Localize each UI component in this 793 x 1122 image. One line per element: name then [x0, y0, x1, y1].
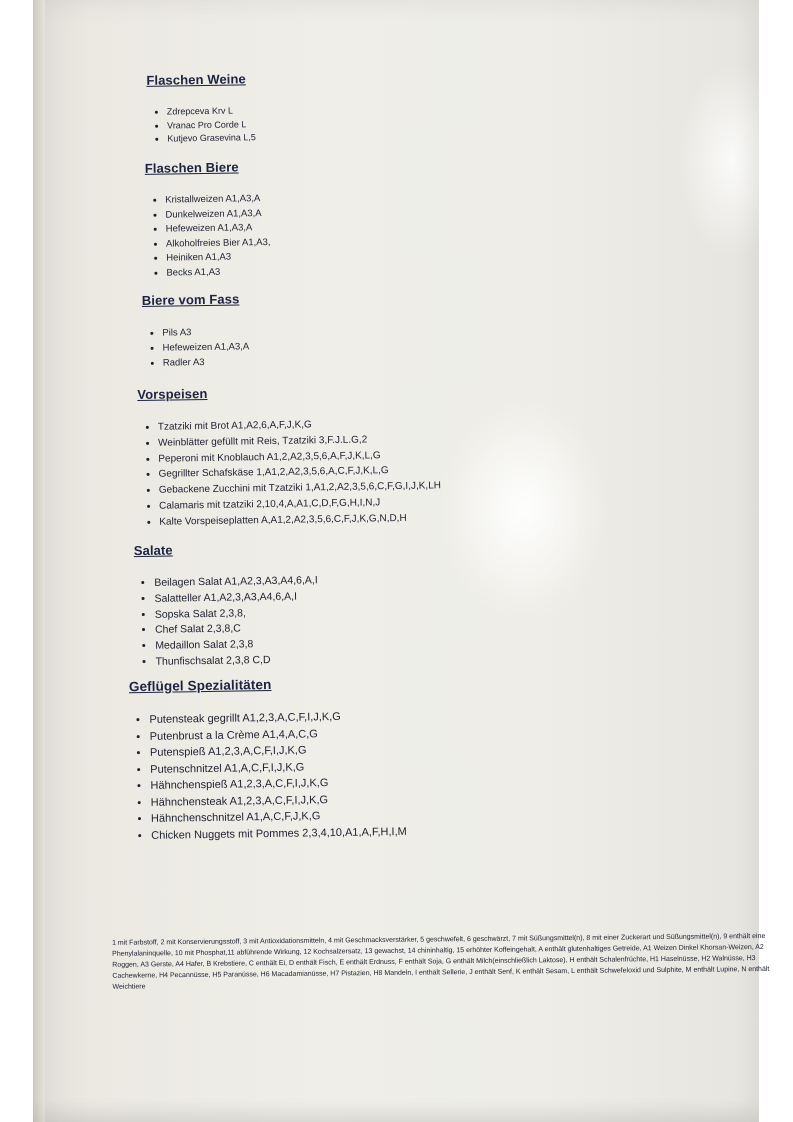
section-title-vorspeisen: Vorspeisen: [137, 385, 208, 403]
list-item: • Heiniken A1,A3: [166, 250, 271, 266]
list-item: • Chef Salat 2,3,8,C: [155, 621, 319, 639]
item-list-weine: [147, 104, 256, 146]
page-bottom-shadow: [33, 1100, 759, 1122]
list-item: • Thunfischsalat 2,3,8 C,D: [155, 652, 319, 670]
list-item: • Radler A3: [163, 354, 250, 370]
item-list-vorspeisen: [138, 415, 442, 530]
list-item: • Weinblätter gefüllt mit Reis, Tzatziki 3,F.J.L.G,2: [158, 431, 440, 451]
list-item: • Kalte Vorspeiseplatten A,A1,2,A2,3,5,6,C,F,J,K,G,N,D,H: [159, 510, 441, 530]
list-item: • Putenschnitzel A1,A,C,F,I,J,K,G: [150, 757, 406, 778]
item-list-fass: [142, 324, 249, 371]
list-item: • Putenbrust a la Crème A1,4,A,C,G: [150, 724, 406, 745]
list-item: • Hähnchenschnitzel A1,A,C,F,J,K,G: [151, 807, 407, 828]
section-title-gefluegel: Geflügel Spezialitäten: [128, 676, 272, 695]
list-item: • Putensteak gegrillt A1,2,3,A,C,F,I,J,K,G: [149, 708, 405, 729]
list-item: • Peperoni mit Knoblauch A1,2,A2,3,5,6,A,F,J,K,L,G: [158, 447, 440, 467]
section-flaschen-weine: [146, 71, 256, 146]
section-gefluegel-spezialitaeten: [129, 675, 407, 844]
section-vorspeisen: [137, 382, 441, 530]
list-item: • Beilagen Salat A1,A2,3,A3,A4,6,A,I: [154, 573, 318, 591]
menu-content: [25, 0, 769, 1122]
list-item: • Salatteller A1,A2,3,A3,A4,6,A,I: [154, 589, 318, 607]
list-item: • Gegrillter Schafskäse 1,A1,2,A2,3,5,6,A,C,F,J,K,L,G: [158, 463, 440, 483]
section-salate: [134, 540, 319, 671]
list-item: • Hähnchensteak A1,2,3,A,C,F,I,J,K,G: [151, 790, 407, 811]
list-item: • Hefeweizen A1,A3,A: [166, 221, 271, 237]
list-item: • Tzatziki mit Brot A1,A2,6,A,F,J,K,G: [158, 415, 440, 435]
section-flaschen-biere: [145, 159, 271, 281]
section-title-weine: Flaschen Weine: [146, 71, 246, 88]
list-item: • Hefeweizen A1,A3,A: [162, 339, 249, 355]
item-list-gefluegel: [129, 708, 407, 844]
list-item: • Kristallweizen A1,A3,A: [165, 192, 270, 208]
list-item: • Gebackene Zucchini mit Tzatziki 1,A1,2,A2,3,5,6,C,F,G,I,J,K,LH: [159, 478, 441, 498]
list-item: • Chicken Nuggets mit Pommes 2,3,4,10,A1,A,F,H,I,M: [151, 823, 407, 844]
list-item: • Pils A3: [162, 324, 249, 340]
list-item: • Alkoholfreies Bier A1,A3,: [166, 235, 271, 251]
list-item: • Putenspieß A1,2,3,A,C,F,I,J,K,G: [150, 741, 406, 762]
section-biere-vom-fass: [142, 291, 250, 371]
section-title-fass: Biere vom Fass: [141, 291, 240, 308]
list-item: • Medaillon Salat 2,3,8: [155, 636, 319, 654]
section-title-salate: Salate: [133, 542, 173, 559]
list-item: • Dunkelweizen A1,A3,A: [165, 206, 270, 222]
list-item: • Zdrepceva Krv L: [167, 104, 256, 119]
list-item: • Calamaris mit tzatziki 2,10,4,A,A1,C,D,F,G,H,I,N,J: [159, 494, 441, 514]
list-item: • Hähnchenspieß A1,2,3,A,C,F,I,J,K,G: [150, 774, 406, 795]
section-title-biere: Flaschen Biere: [144, 159, 239, 176]
list-item: • Kutjevo Grasevina L,5: [167, 131, 256, 146]
menu-page: [33, 0, 770, 1122]
item-list-biere: [145, 192, 271, 281]
list-item: • Sopska Salat 2,3,8,: [155, 605, 319, 623]
list-item: • Vranac Pro Corde L: [167, 118, 256, 133]
item-list-salate: [134, 573, 319, 671]
list-item: • Becks A1,A3: [166, 264, 271, 280]
allergen-footnote: 1 mit Farbstoff, 2 mit Konservierungsstoff, 3 mit Antioxidationsmitteln, 4 mit Geschmacksverstärker, 5 geschwefelt, 6 geschwärzt, 7 mit Süßungsmittel(n), 8 mit einer Zuckerart und Süßungsmittel(n), 9 enthält eine Phenylalaninquelle, 10 mit Phosphat,11 abführende Wirkung, 12 Kochsalzersatz, 13 gewachst, 14 chininhaltig, 15 erhöhter Koffeingehalt, A enthält glutenhaltiges Getreide, A1 Weizen Dinkel Khorsan-Weizen, A2 Roggen, A3 Gerste, A4 Hafer, B Krebstiere, C enthält Ei, D enthält Fisch, E enthält Erdnuss, F enthält Soja, G enthält Milch(einschließlich Laktose), H enthält Schalenfrüchte, H1 Haselnüsse, H2 Walnüsse, H3 Cachewkerne, H4 Pecannüsse, H5 Paranüsse, H6 Macadamianüsse, H7 Pistazien, H8 Mandeln, I enthält Sellerie, J enthält Senf, K enthält Sesam, L enthält Schwefeloxid und Sulphite, M enthält Lupine, N enthält Weichtiere: [112, 932, 770, 991]
